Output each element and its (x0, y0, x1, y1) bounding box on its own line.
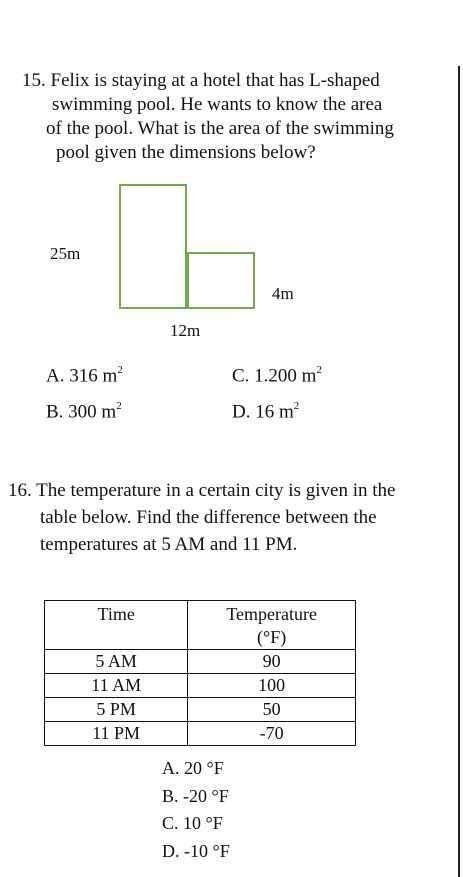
option-text: A. 316 m (46, 365, 118, 387)
cell-temp: 90 (188, 650, 356, 674)
q15-option-c[interactable] (232, 365, 322, 387)
q15-option-a[interactable] (46, 365, 123, 387)
q15-option-d[interactable] (232, 401, 299, 423)
q16-option-a[interactable]: A. 20 °F (162, 758, 224, 778)
q15-line-2: swimming pool. He wants to know the area (52, 94, 383, 115)
cell-time: 5 AM (45, 650, 188, 674)
q16-line-3: temperatures at 5 AM and 11 PM. (40, 534, 298, 555)
q16-line-1: 16. The temperature in a certain city is given in the (8, 480, 396, 501)
label-4m: 4m (272, 284, 294, 303)
q16-option-c[interactable]: C. 10 °F (162, 813, 223, 833)
cell-time: 5 PM (45, 698, 188, 722)
option-superscript: 2 (316, 364, 322, 376)
table-row (45, 674, 356, 698)
table-row (45, 650, 356, 674)
cell-time: 11 PM (45, 722, 188, 746)
q15-line-4: pool given the dimensions below? (56, 142, 316, 163)
option-text: B. 300 m (46, 401, 117, 423)
cell-time: 11 AM (45, 674, 188, 698)
table-row (45, 722, 356, 746)
q15-line-1: 15. Felix is staying at a hotel that has L-shaped (22, 70, 380, 91)
cell-temp: 50 (188, 698, 356, 722)
pool-short-rectangle (187, 252, 255, 309)
header-time: Time (45, 601, 188, 650)
option-superscript: 2 (293, 400, 300, 412)
q16-line-2: table below. Find the difference between the (40, 507, 377, 528)
label-25m: 25m (50, 244, 81, 263)
q16-option-b[interactable]: B. -20 °F (162, 786, 229, 806)
table-row (45, 698, 356, 722)
cell-temp: 100 (188, 674, 356, 698)
cell-temp: -70 (188, 722, 356, 746)
option-text: C. 1.200 m (232, 365, 317, 387)
table-header-row (45, 601, 356, 650)
option-text: D. 16 m (232, 401, 294, 423)
q15-line-3: of the pool. What is the area of the swimming (46, 118, 394, 139)
q15-option-b[interactable] (46, 401, 122, 423)
page-margin-line (458, 66, 460, 877)
header-temperature: Temperature (°F) (188, 601, 356, 650)
temperature-table (44, 600, 356, 746)
label-12m: 12m (170, 321, 201, 340)
option-superscript: 2 (117, 364, 123, 376)
pool-tall-rectangle (119, 184, 187, 309)
q16-option-d[interactable]: D. -10 °F (162, 841, 230, 861)
option-superscript: 2 (116, 400, 122, 412)
